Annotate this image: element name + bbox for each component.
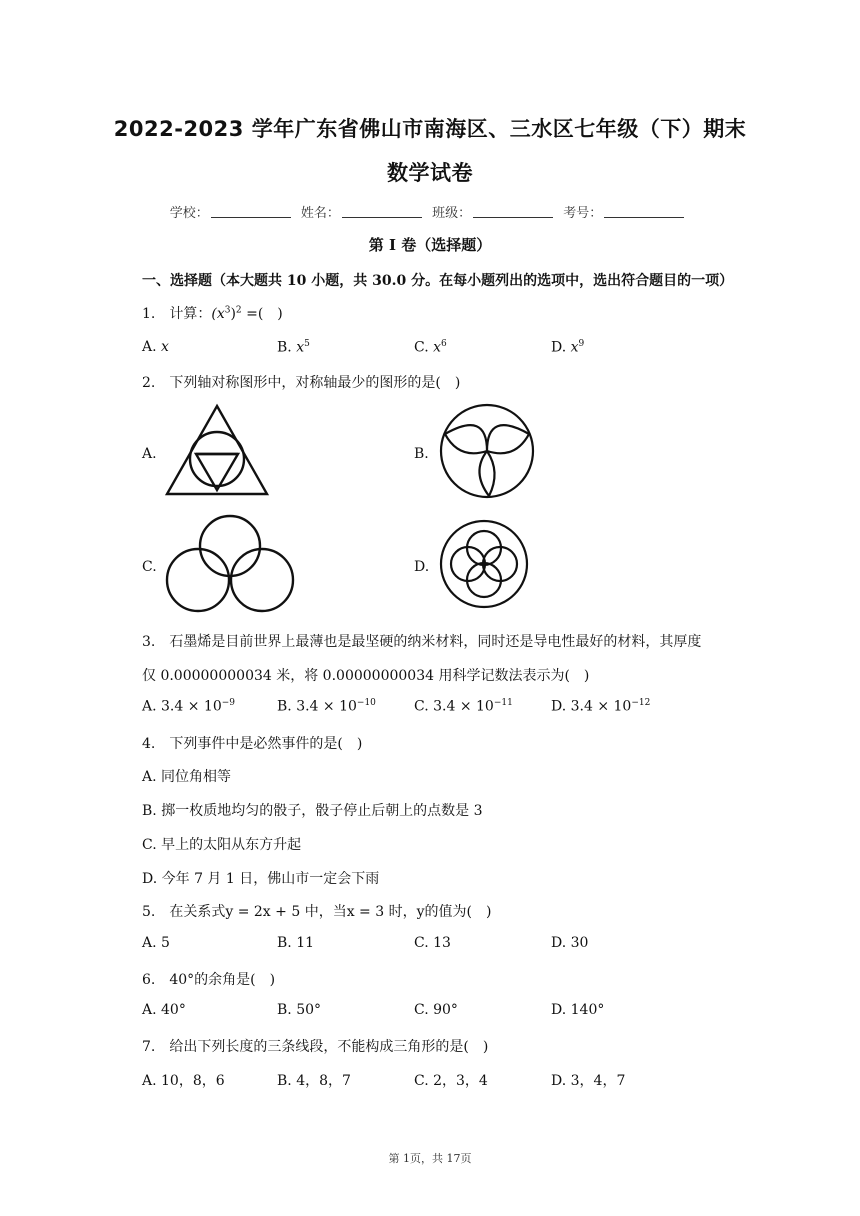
question-7: 7. 给出下列长度的三条线段，不能构成三角形的是( ) <box>142 1039 489 1055</box>
document-title-line2: 数学试卷 <box>387 161 473 185</box>
q1-option-b-base: x <box>296 339 305 356</box>
q3-option-b <box>277 698 376 715</box>
number-label: 考号： <box>563 206 603 221</box>
q6-option-b: B. 50° <box>277 1002 322 1018</box>
q4-option-a: A. 同位角相等 <box>142 769 232 785</box>
question-4: 4. 下列事件中是必然事件的是( ) <box>142 736 363 752</box>
q7-option-a: A. 10，8，6 <box>142 1073 225 1089</box>
q5-option-d: D. 30 <box>551 935 589 951</box>
fig-c-top-circle <box>200 516 260 576</box>
name-blank <box>342 205 422 218</box>
class-label: 班级： <box>432 206 472 221</box>
question-6: 6. 40°的余角是( ) <box>142 972 276 988</box>
q1-option-b-exp: 5 <box>304 339 310 349</box>
question-5: 5. 在关系式y = 2x + 5 中，当x = 3 时，y的值为( ) <box>142 904 492 920</box>
q2-option-c-label: C. <box>142 559 157 575</box>
q3-option-d-exp: −12 <box>631 698 651 708</box>
q1-option-c-exp: 6 <box>441 339 447 349</box>
question-1 <box>142 303 283 323</box>
volume-heading: 第 I 卷（选择题） <box>368 236 492 254</box>
q1-option-d-exp: 9 <box>578 339 585 349</box>
q1-expr-exp2: 2 <box>235 305 242 316</box>
q2-figure-d <box>438 518 530 610</box>
q3-option-c <box>414 698 513 715</box>
q3-option-d-label: D. 3.4 × 10 <box>551 698 632 715</box>
q4-option-c: C. 早上的太阳从东方升起 <box>142 837 302 853</box>
q7-option-b: B. 4，8，7 <box>277 1073 351 1089</box>
q5-option-c: C. 13 <box>414 935 451 951</box>
q3-option-b-exp: −10 <box>356 698 376 708</box>
q5-option-b: B. 11 <box>277 935 315 951</box>
q3-option-a-exp: −9 <box>221 698 236 708</box>
document-title-line1: 2022-2023 学年广东省佛山市南海区、三水区七年级（下）期末 <box>113 117 747 141</box>
q1-option-d <box>551 339 584 356</box>
q1-option-a-label: A. <box>142 339 157 355</box>
fig-b-top-arcs <box>445 425 529 451</box>
school-label: 学校： <box>169 206 209 221</box>
page-footer: 第 1页，共 17页 <box>388 1152 472 1165</box>
question-3-line2: 仅 0.00000000034 米，将 0.00000000034 用科学记数法表示为( ) <box>142 668 590 684</box>
question-2: 2. 下列轴对称图形中，对称轴最少的图形的是( ) <box>142 375 461 391</box>
q5-option-a: A. 5 <box>142 935 170 951</box>
q1-option-a-base: x <box>161 339 169 355</box>
q6-option-a: A. 40° <box>142 1002 186 1018</box>
q3-option-c-label: C. 3.4 × 10 <box>414 698 494 715</box>
number-blank <box>604 205 684 218</box>
class-blank <box>473 205 553 218</box>
fig-a-inner-triangle <box>196 454 238 490</box>
fig-c-left-circle <box>167 549 229 611</box>
q2-option-b-label: B. <box>414 446 429 462</box>
q1-option-a <box>142 339 169 355</box>
q6-option-c: C. 90° <box>414 1002 458 1018</box>
fig-c-right-circle <box>231 549 293 611</box>
q3-option-a-label: A. 3.4 × 10 <box>142 698 222 715</box>
q6-option-d: D. 140° <box>551 1002 605 1018</box>
q1-stem: 1. 计算： <box>142 306 212 322</box>
q3-option-b-label: B. 3.4 × 10 <box>277 698 357 715</box>
fig-a-outer-triangle <box>167 406 267 494</box>
fig-b-bottom-petal <box>479 451 494 496</box>
q1-option-c-base: x <box>433 339 442 356</box>
q2-option-a-label: A. <box>142 446 157 462</box>
q2-figure-c <box>164 514 296 614</box>
q3-option-d <box>551 698 650 715</box>
q1-expr-base: (x <box>211 306 225 322</box>
q1-expr-mid: ) <box>230 306 236 322</box>
q4-option-b: B. 掷一枚质地均匀的骰子，骰子停止后朝上的点数是 3 <box>142 803 483 819</box>
section-header: 一、选择题（本大题共 10 小题，共 30.0 分。在每小题列出的选项中，选出符合题目的一项） <box>142 273 734 289</box>
school-blank <box>211 205 291 218</box>
student-info-fields <box>0 202 860 221</box>
question-3-line1: 3. 石墨烯是目前世界上最薄也是最坚硬的纳米材料，同时还是导电性最好的材料，其厚度 <box>142 634 702 650</box>
q7-option-c: C. 2，3，4 <box>414 1073 488 1089</box>
q1-option-b <box>277 339 310 356</box>
q1-option-b-label: B. <box>277 339 292 356</box>
q4-option-d: D. 今年 7 月 1 日，佛山市一定会下雨 <box>142 871 380 887</box>
q1-expr-exp1: 3 <box>224 305 231 316</box>
name-label: 姓名： <box>300 206 340 221</box>
q3-option-a <box>142 698 235 715</box>
q2-figure-a <box>164 402 270 498</box>
q2-option-d-label: D. <box>414 559 430 575</box>
q3-option-c-exp: −11 <box>493 698 513 708</box>
q1-expr-end: =( ) <box>241 306 283 322</box>
q1-option-d-base: x <box>570 339 579 356</box>
q7-option-d: D. 3，4，7 <box>551 1073 626 1089</box>
q1-option-d-label: D. <box>551 339 567 356</box>
q1-option-c-label: C. <box>414 339 429 356</box>
q1-option-c <box>414 339 447 356</box>
q2-figure-b <box>437 402 537 500</box>
